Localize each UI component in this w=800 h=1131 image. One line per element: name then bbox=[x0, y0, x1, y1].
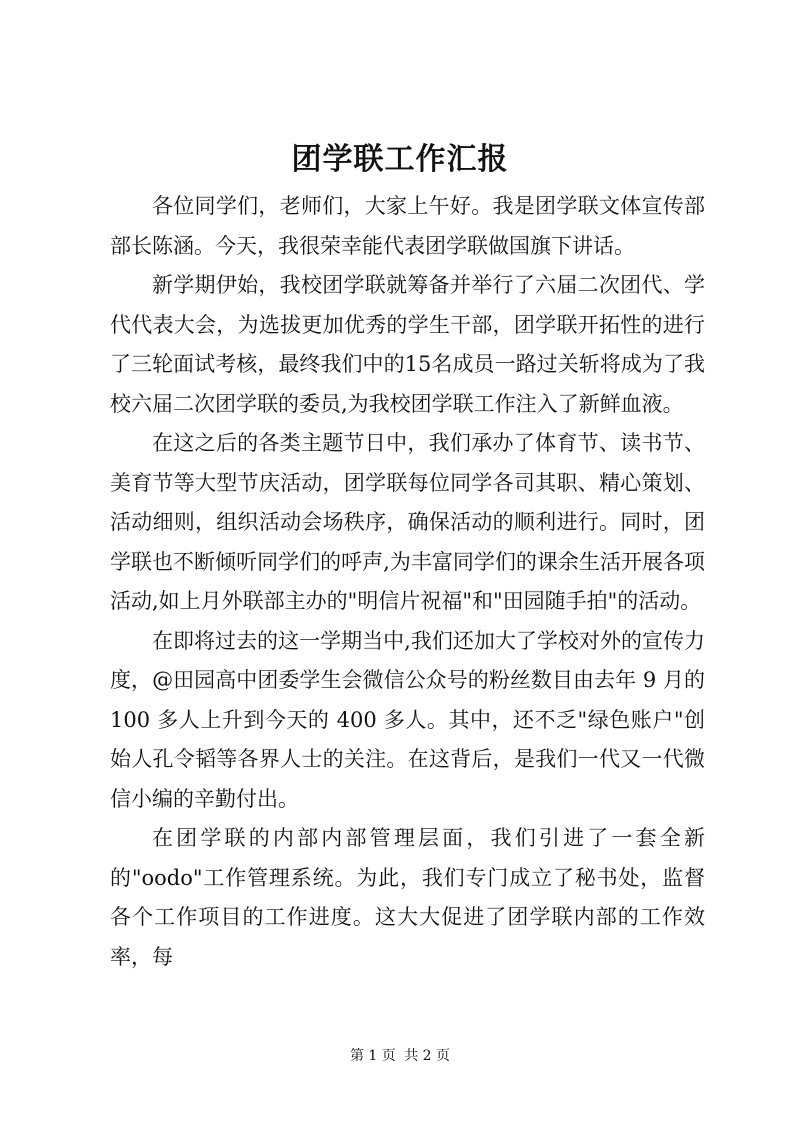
document-title: 团学联工作汇报 bbox=[291, 142, 509, 177]
document-body bbox=[110, 187, 705, 977]
paragraph-festivals: 在这之后的各类主题节日中，我们承办了体育节、读书节、美育节等大型节庆活动，团学联每位同学各司其职、精心策划、活动细则，组织活动会场秩序，确保活动的顺利进行。同时，团学联也不断倾听同学们的呼声,为丰富同学们的课余生活开展各项活动,如上月外联部主办的"明信片祝福"和"田园随手拍"的活动。 bbox=[110, 431, 705, 613]
paragraph-greeting: 各位同学们，老师们，大家上午好。我是团学联文体宣传部部长陈涵。今天，我很荣幸能代表团学联做国旗下讲话。 bbox=[110, 194, 705, 258]
paragraph-new-semester: 新学期伊始，我校团学联就筹备并举行了六届二次团代、学代代表大会，为选拔更加优秀的学生干部，团学联开拓性的进行了三轮面试考核，最终我们中的15名成员一路过关斩将成为了我校六届二次团学联的委员,为我校团学联工作注入了新鲜血液。 bbox=[110, 273, 705, 416]
paragraph-management: 在团学联的内部内部管理层面，我们引进了一套全新的"oodo"工作管理系统。为此，我们专门成立了秘书处，监督各个工作项目的工作进度。这大大促进了团学联内部的工作效率，每 bbox=[110, 826, 705, 969]
page-footer bbox=[0, 1046, 800, 1066]
paragraph-publicity: 在即将过去的这一学期当中,我们还加大了学校对外的宣传力度，@田园高中团委学生会微信公众号的粉丝数目由去年 9 月的 100 多人上升到今天的 400 多人。其中，还不乏"绿色账户"创始人孔令韬等各界人士的关注。在这背后，是我们一代又一代微信小编的辛勤付出。 bbox=[110, 628, 705, 811]
page-number: 第 1 页 bbox=[349, 1048, 396, 1064]
page-total: 共 2 页 bbox=[404, 1048, 451, 1064]
